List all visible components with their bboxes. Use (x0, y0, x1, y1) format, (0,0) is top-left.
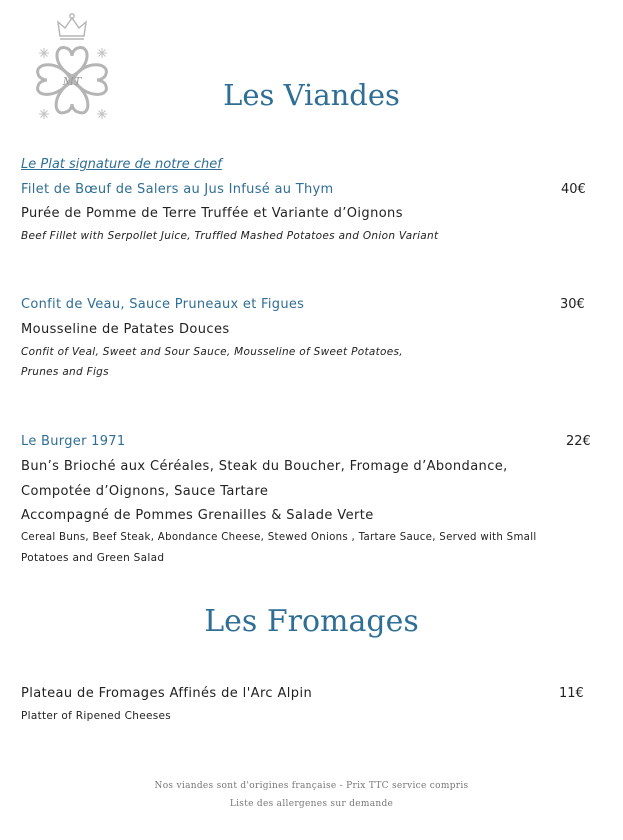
dish-desc-burger-line1: Bun’s Brioché aux Céréales, Steak du Boucher, Fromage d’Abondance, (21, 459, 508, 474)
dish-english-burger-line2: Potatoes and Green Salad (21, 552, 165, 564)
dish-desc-confit-veau: Mousseline de Patates Douces (21, 322, 230, 337)
dish-name-burger: Le Burger 1971 (21, 434, 126, 449)
dish-desc-burger-line3: Accompagné de Pommes Grenailles & Salade Verte (21, 508, 374, 523)
footer-origin-note: Nos viandes sont d'origines française - Prix TTC service compris (154, 781, 469, 791)
chef-signature-label: Le Plat signature de notre chef (21, 157, 222, 172)
monogram-logo (22, 8, 122, 133)
dish-price-plateau-fromages: 11€ (559, 686, 584, 701)
dish-name-plateau-fromages: Plateau de Fromages Affinés de l'Arc Alpin (21, 686, 313, 701)
section-title-fromages: Les Fromages (204, 604, 419, 639)
footer-allergens-note: Liste des allergenes sur demande (229, 799, 394, 809)
section-title-viandes: Les Viandes (223, 78, 400, 112)
dish-desc-filet-boeuf: Purée de Pomme de Terre Truffée et Variante d’Oignons (21, 206, 403, 221)
dish-price-confit-veau: 30€ (560, 297, 585, 312)
dish-english-burger-line1: Cereal Buns, Beef Steak, Abondance Cheese, Stewed Onions , Tartare Sauce, Served with Small (21, 532, 537, 543)
dish-name-confit-veau: Confit de Veau, Sauce Pruneaux et Figues (21, 297, 305, 312)
dish-name-filet-boeuf: Filet de Bœuf de Salers au Jus Infusé au Thym (21, 182, 334, 197)
dish-desc-burger-line2: Compotée d’Oignons, Sauce Tartare (21, 484, 269, 499)
dish-english-confit-veau-line1: Confit of Veal, Sweet and Sour Sauce, Mousseline of Sweet Potatoes, (21, 346, 403, 358)
dish-price-filet-boeuf: 40€ (561, 182, 586, 197)
dish-english-filet-boeuf: Beef Fillet with Serpollet Juice, Truffled Mashed Potatoes and Onion Variant (21, 230, 439, 242)
dish-english-confit-veau-line2: Prunes and Figs (21, 366, 109, 378)
logo-monogram-text: MT (62, 75, 82, 88)
dish-english-plateau-fromages: Platter of Ripened Cheeses (21, 710, 172, 722)
dish-price-burger: 22€ (566, 434, 591, 449)
